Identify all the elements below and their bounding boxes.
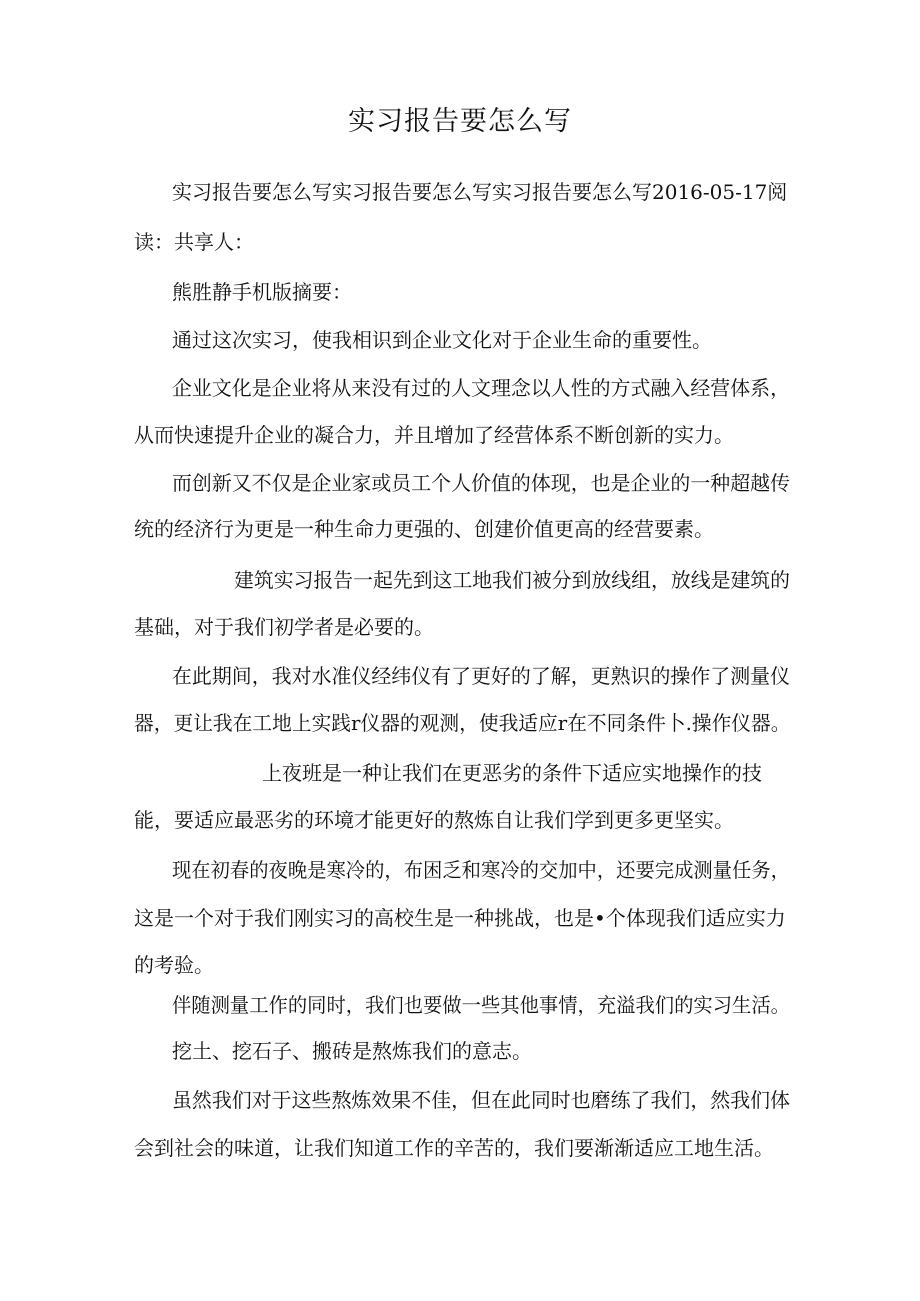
text-line: 熊胜静手机版摘要： bbox=[172, 280, 352, 304]
text-line: 读：共享人： bbox=[134, 230, 254, 254]
text-line: 在此期间，我对水准仪经纬仪有了更好的了解，更熟识的操作了测量仪 bbox=[172, 664, 791, 688]
text-line: 器，更让我在工地上实践r仪器的观测，使我适应r在不同条件卜.操作仪器。 bbox=[134, 711, 791, 735]
text-line: 虽然我们对于这些熬炼效果不佳，但在此同时也磨练了我们，然我们体 bbox=[172, 1088, 791, 1112]
text-line: 挖土、挖石子、搬砖是熬炼我们的意志。 bbox=[172, 1039, 532, 1063]
text-line: 而创新又不仅是企业家或员工个人价值的体现，也是企业的一种超越传 bbox=[172, 471, 791, 495]
text-line: 的考验。 bbox=[134, 953, 214, 977]
text-line: 从而快速提升企业的凝合力，并且增加了经营体系不断创新的实力。 bbox=[134, 423, 734, 447]
text-line: 上夜班是一种让我们在更恶劣的条件下适应实地操作的技 bbox=[262, 761, 762, 785]
text-line: 基础，对于我们初学者是必要的。 bbox=[134, 615, 434, 639]
text-line: 这是一个对于我们刚实习的高校生是一种挑战，也是•个体现我们适应实力 bbox=[134, 906, 786, 930]
text-line: 能，要适应最恶劣的环境才能更好的熬炼自让我们学到更多更坚实。 bbox=[134, 808, 734, 832]
text-line: 实习报告要怎么写实习报告要怎么写实习报告要怎么写2016-05-17阅 bbox=[172, 180, 788, 204]
text-line: 建筑实习报告一起先到这工地我们被分到放线组，放线是建筑的 bbox=[234, 568, 791, 592]
text-line: 伴随测量工作的同时，我们也要做一些其他事情，充溢我们的实习生活。 bbox=[172, 993, 790, 1017]
document-title: 实习报告要怎么写 bbox=[348, 106, 572, 137]
text-line: 统的经济行为更是一种生命力更强的、创建价值更高的经营要素。 bbox=[134, 517, 714, 541]
text-line: 企业文化是企业将从来没有过的人文理念以人性的方式融入经营体系， bbox=[172, 376, 791, 400]
text-line: 会到社会的味道，让我们知道工作的辛苦的，我们要渐渐适应工地生活。 bbox=[134, 1136, 774, 1160]
text-line: 通过这次实习，使我相识到企业文化对于企业生命的重要性。 bbox=[172, 328, 712, 352]
text-line: 现在初春的夜晚是寒冷的，布困乏和寒冷的交加中，还要完成测量任务， bbox=[172, 858, 790, 882]
